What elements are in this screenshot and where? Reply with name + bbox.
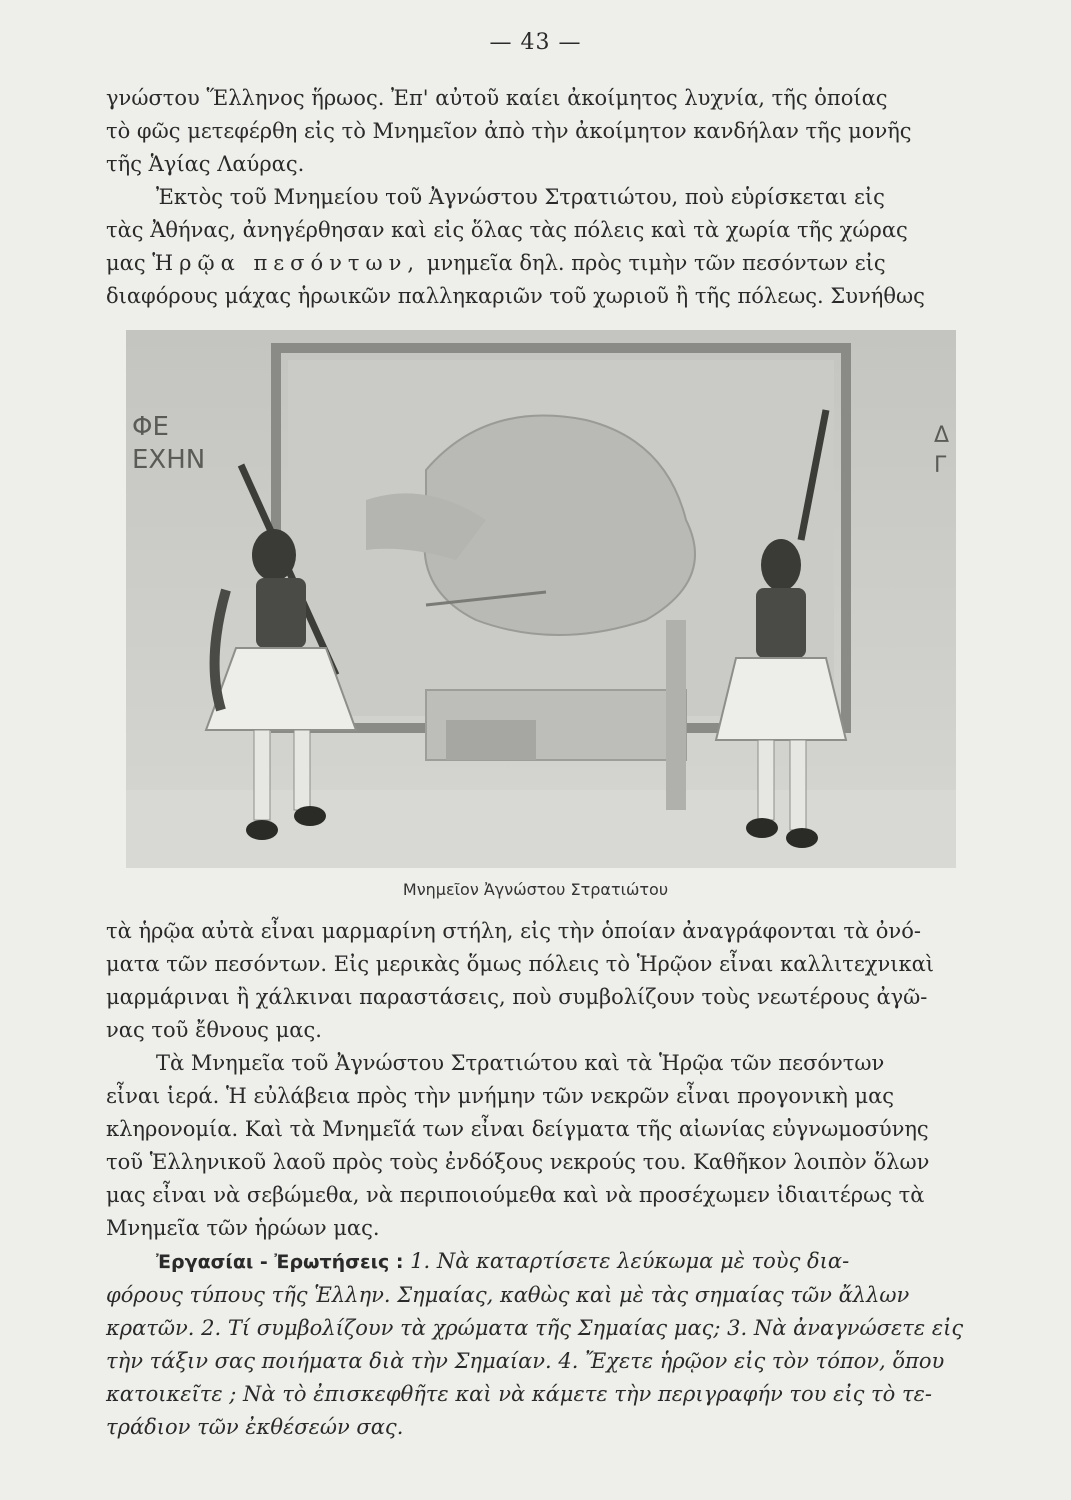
text-line: ματα τῶν πεσόντων. Εἰς μερικὰς ὅμως πόλεις τὸ Ἡρῷον εἶναι καλλιτεχνικαὶ (106, 952, 934, 976)
paragraph-4 (106, 1047, 976, 1245)
text-fragment: 1. Νὰ καταρτίσετε λεύκωμα μὲ τοὺς δια- (410, 1249, 850, 1273)
guard-box-post (666, 620, 686, 810)
spaced-term: Ἡρῷα πεσόντων, (152, 251, 421, 275)
paragraph-3 (106, 915, 976, 1047)
inscription-left-line-2: ΕΧΗΝ (132, 445, 206, 475)
text-line: τὰς Ἀθήνας, ἀνηγέρθησαν καὶ εἰς ὅλας τὰς πόλεις καὶ τὰ χωρία τῆς χώρας (106, 218, 908, 242)
inscription-right-line-1: Δ (934, 423, 950, 448)
text-line: μας εἶναι νὰ σεβώμεθα, νὰ περιποιούμεθα καὶ νὰ προσέχωμεν ἰδιαιτέρως τὰ (106, 1183, 925, 1207)
text-fragment: μνημεῖα δηλ. πρὸς τιμὴν τῶν πεσόντων εἰς (426, 251, 886, 275)
text-line: τὰ ἡρῷα αὐτὰ εἶναι μαρμαρίνη στήλη, εἰς τὴν ὁποίαν ἀναγράφονται τὰ ὀνό- (106, 919, 921, 943)
photo-caption: Μνημεῖον Ἀγνώστου Στρατιώτου (402, 880, 669, 899)
text-line: νας τοῦ ἔθνους μας. (106, 1018, 322, 1042)
exercises (106, 1245, 976, 1444)
text-line: τὸ φῶς μετεφέρθη εἰς τὸ Μνημεῖον ἀπὸ τὴν ἀκοίμητον κανδήλαν τῆς μονῆς (106, 119, 912, 143)
text-line (106, 247, 976, 280)
text-line: διαφόρους μάχας ἡρωικῶν παλληκαριῶν τοῦ χωριοῦ ἢ τῆς πόλεως. Συνήθως (106, 284, 925, 308)
text-line: Τὰ Μνημεῖα τοῦ Ἀγνώστου Στρατιώτου καὶ τὰ Ἡρῷα τῶν πεσόντων (156, 1051, 885, 1075)
tomb-step (446, 720, 536, 760)
exercises-heading: Ἐργασίαι - Ἐρωτήσεις : (156, 1251, 404, 1273)
text-line: κρατῶν. 2. Τί συμβολίζουν τὰ χρώματα τῆς Σημαίας μας; 3. Νὰ ἀναγνώσετε εἰς (106, 1316, 964, 1340)
text-line (106, 1245, 976, 1279)
text-line: τοῦ Ἑλληνικοῦ λαοῦ πρὸς τοὺς ἐνδόξους νεκρούς του. Καθῆκον λοιπὸν ὅλων (106, 1150, 930, 1174)
inscription-left-line-1: ΦΕ (132, 412, 169, 442)
text-line: μαρμάριναι ἢ χάλκιναι παραστάσεις, ποὺ συμβολίζουν τοὺς νεωτέρους ἀγῶ- (106, 985, 928, 1009)
text-line: Μνημεῖα τῶν ἡρώων μας. (106, 1216, 380, 1240)
monument-photo (126, 330, 956, 868)
text-block-bottom (106, 915, 976, 1444)
paragraph-2 (106, 181, 976, 313)
photo-illustration (126, 330, 956, 868)
page-number: — 43 — (489, 30, 582, 55)
text-block-top (106, 82, 976, 313)
text-line: γνώστου Ἕλληνος ἥρωος. Ἐπ' αὐτοῦ καίει ἀκοίμητος λυχνία, τῆς ὁποίας (106, 86, 888, 110)
text-line: τράδιον τῶν ἐκθέσεών σας. (106, 1415, 404, 1439)
text-line: εἶναι ἱερά. Ἡ εὐλάβεια πρὸς τὴν μνήμην τῶν νεκρῶν εἶναι προγονικὴ μας (106, 1084, 895, 1108)
text-line: κατοικεῖτε ; Νὰ τὸ ἐπισκεφθῆτε καὶ νὰ κάμετε τὴν περιγραφήν του εἰς τὸ τε- (106, 1382, 932, 1406)
inscription-right-line-2: Γ (934, 453, 947, 478)
paragraph-1 (106, 82, 976, 181)
text-line: τῆς Ἁγίας Λαύρας. (106, 152, 305, 176)
text-line: τὴν τάξιν σας ποιήματα διὰ τὴν Σημαίαν. 4. Ἔχετε ἡρῷον εἰς τὸν τόπον, ὅπου (106, 1349, 945, 1373)
text-fragment: μας (106, 251, 146, 275)
text-line: κληρονομία. Καὶ τὰ Μνημεῖά των εἶναι δείγματα τῆς αἰωνίας εὐγνωμοσύνης (106, 1117, 929, 1141)
text-line: φόρους τύπους τῆς Ἑλλην. Σημαίας, καθὼς καὶ μὲ τὰς σημαίας τῶν ἄλλων (106, 1283, 910, 1307)
text-line: Ἐκτὸς τοῦ Μνημείου τοῦ Ἀγνώστου Στρατιώτου, ποὺ εὑρίσκεται εἰς (156, 185, 885, 209)
